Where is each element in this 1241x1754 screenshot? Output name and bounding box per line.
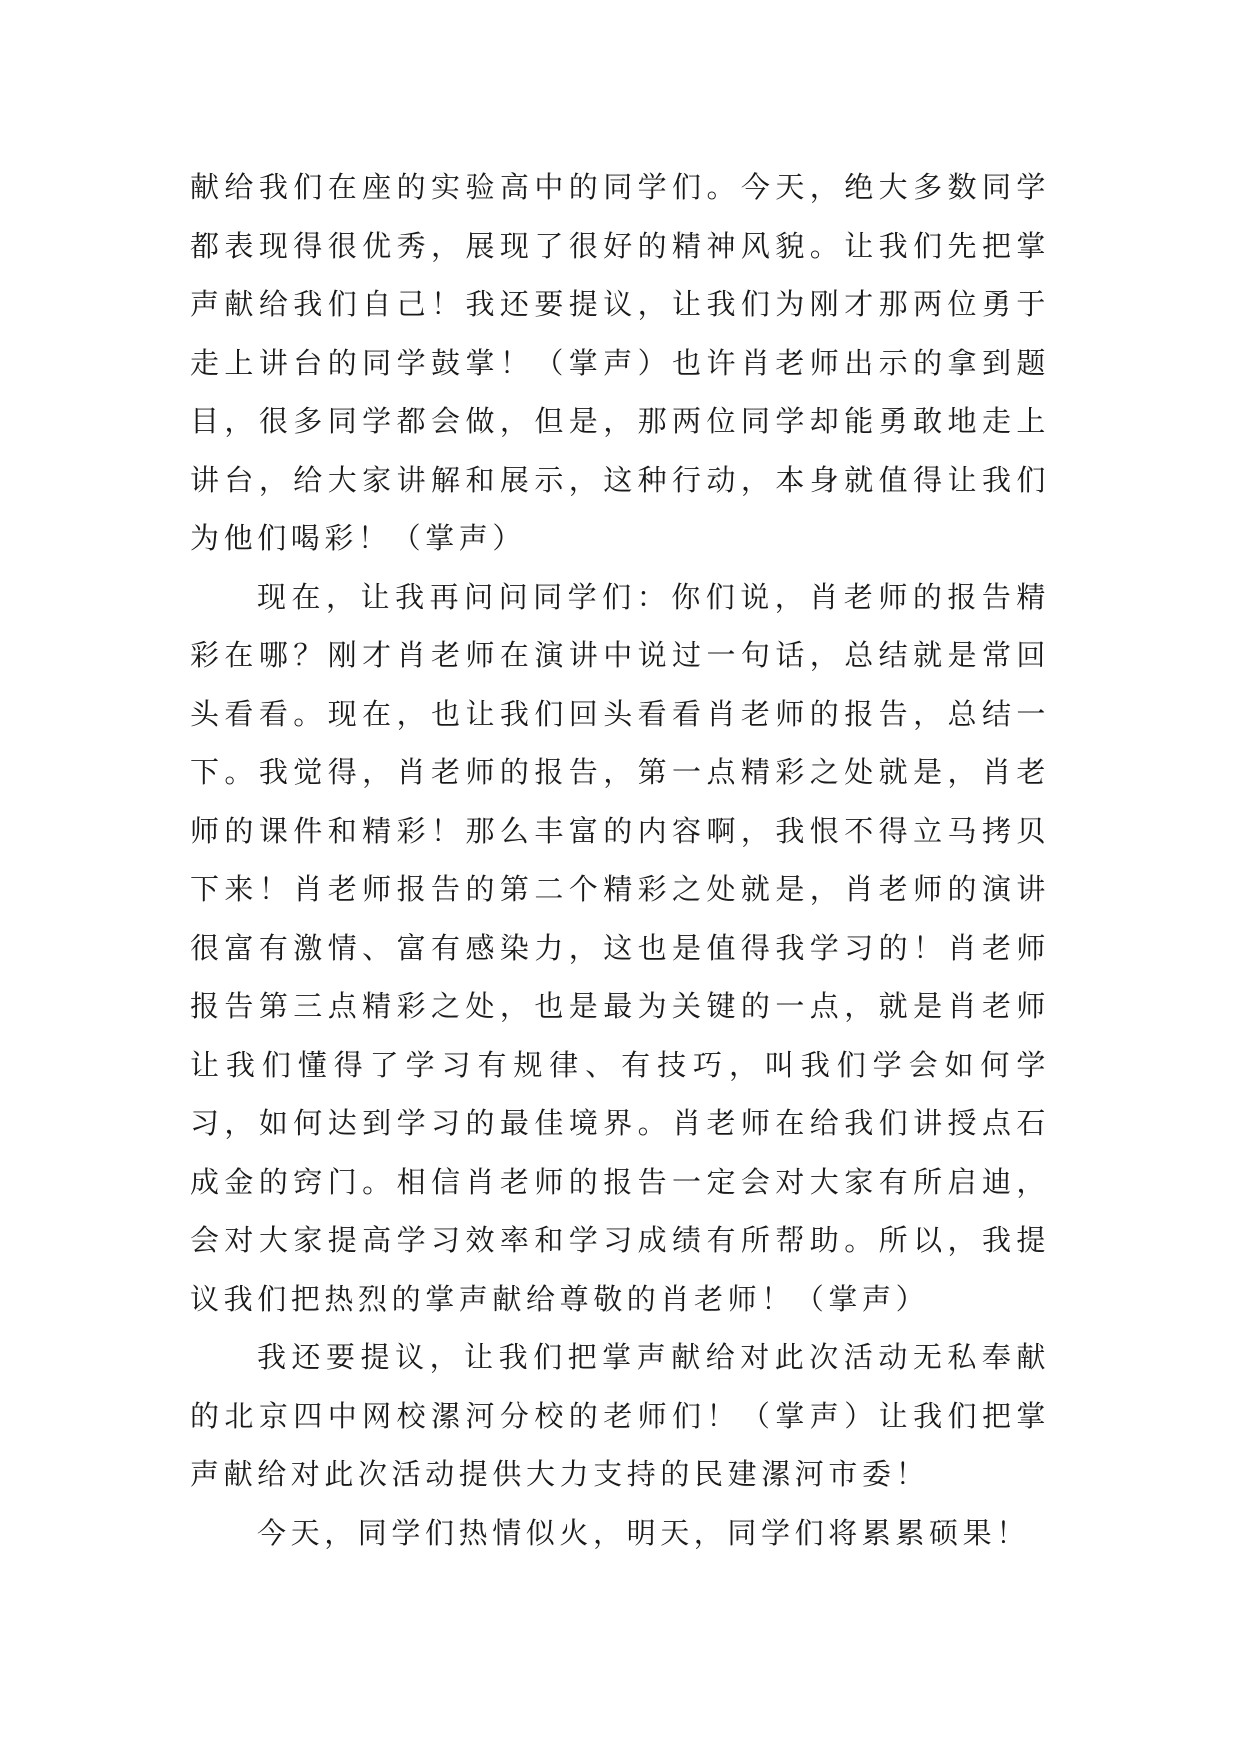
document-body [190,158,1050,1562]
paragraph-continued: 献给我们在座的实验高中的同学们。今天，绝大多数同学都表现得很优秀，展现了很好的精神风貌。让我们先把掌声献给我们自己！我还要提议，让我们为刚才那两位勇于走上讲台的同学鼓掌！（掌声）也许肖老师出示的拿到题目，很多同学都会做，但是，那两位同学却能勇敢地走上讲台，给大家讲解和展示，这种行动，本身就值得让我们为他们喝彩！（掌声） [190,170,1050,555]
paragraph-report-highlights: 现在，让我再问问同学们：你们说，肖老师的报告精彩在哪？刚才肖老师在演讲中说过一句话，总结就是常回头看看。现在，也让我们回头看看肖老师的报告，总结一下。我觉得，肖老师的报告，第一点精彩之处就是，肖老师的课件和精彩！那么丰富的内容啊，我恨不得立马拷贝下来！肖老师报告的第二个精彩之处就是，肖老师的演讲很富有激情、富有感染力，这也是值得我学习的！肖老师报告第三点精彩之处，也是最为关键的一点，就是肖老师让我们懂得了学习有规律、有技巧，叫我们学会如何学习，如何达到学习的最佳境界。肖老师在给我们讲授点石成金的窍门。相信肖老师的报告一定会对大家有所启迪，会对大家提高学习效率和学习成绩有所帮助。所以，我提议我们把热烈的掌声献给尊敬的肖老师！（掌声） [190,579,1050,1316]
paragraph-closing: 今天，同学们热情似火，明天，同学们将累累硕果！ [257,1515,1030,1550]
paragraph-thanks: 我还要提议，让我们把掌声献给对此次活动无私奉献的北京四中网校漯河分校的老师们！（掌声）让我们把掌声献给对此次活动提供大力支持的民建漯河市委！ [190,1340,1050,1491]
